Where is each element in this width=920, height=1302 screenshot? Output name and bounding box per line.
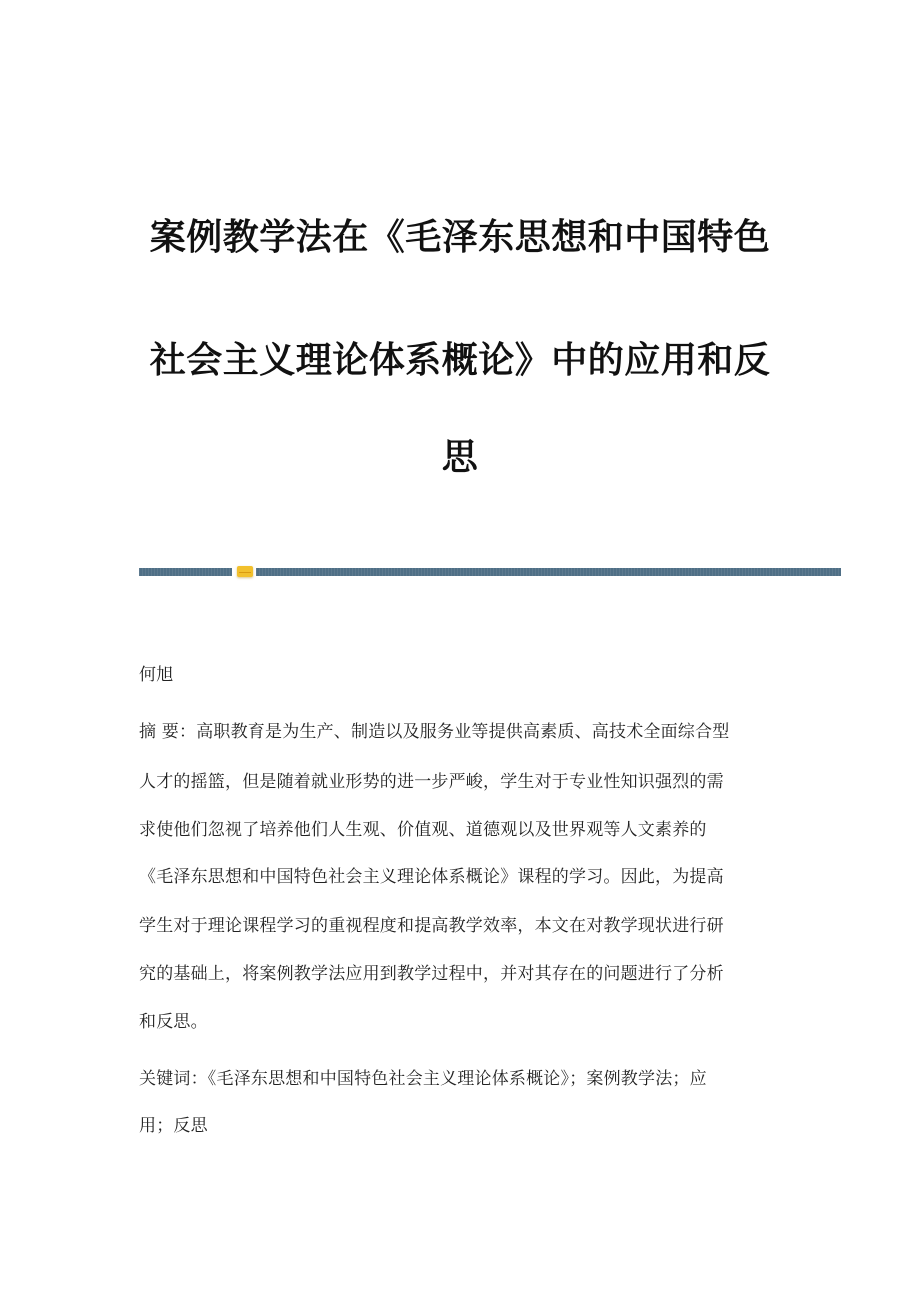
author-name: 何旭 xyxy=(139,665,174,685)
document-title-line-2: 社会主义理论体系概论》中的应用和反 xyxy=(149,339,771,382)
title-divider xyxy=(139,568,841,576)
document-title-line-3: 思 xyxy=(441,436,479,479)
abstract-line: 学生对于理论课程学习的重视程度和提高教学效率，本文在对教学现状进行研 xyxy=(139,916,724,936)
abstract-line: 和反思。 xyxy=(139,1012,208,1032)
abstract-line: 摘 要：高职教育是为生产、制造以及服务业等提供高素质、高技术全面综合型 xyxy=(139,722,730,742)
abstract-line: 求使他们忽视了培养他们人生观、价值观、道德观以及世界观等人文素养的 xyxy=(139,820,707,840)
divider-bar-right xyxy=(256,568,841,576)
keywords-line: 关键词：《毛泽东思想和中国特色社会主义理论体系概论》；案例教学法；应 xyxy=(139,1069,707,1089)
abstract-line: 究的基础上，将案例教学法应用到教学过程中，并对其存在的问题进行了分析 xyxy=(139,964,724,984)
document-title-line-1: 案例教学法在《毛泽东思想和中国特色 xyxy=(149,216,771,259)
keywords-line: 用；反思 xyxy=(139,1116,208,1136)
divider-bar-left xyxy=(139,568,232,576)
envelope-icon xyxy=(237,566,253,577)
abstract-line: 《毛泽东思想和中国特色社会主义理论体系概论》课程的学习。因此，为提高 xyxy=(139,867,724,887)
abstract-line: 人才的摇篮，但是随着就业形势的进一步严峻，学生对于专业性知识强烈的需 xyxy=(139,772,724,792)
